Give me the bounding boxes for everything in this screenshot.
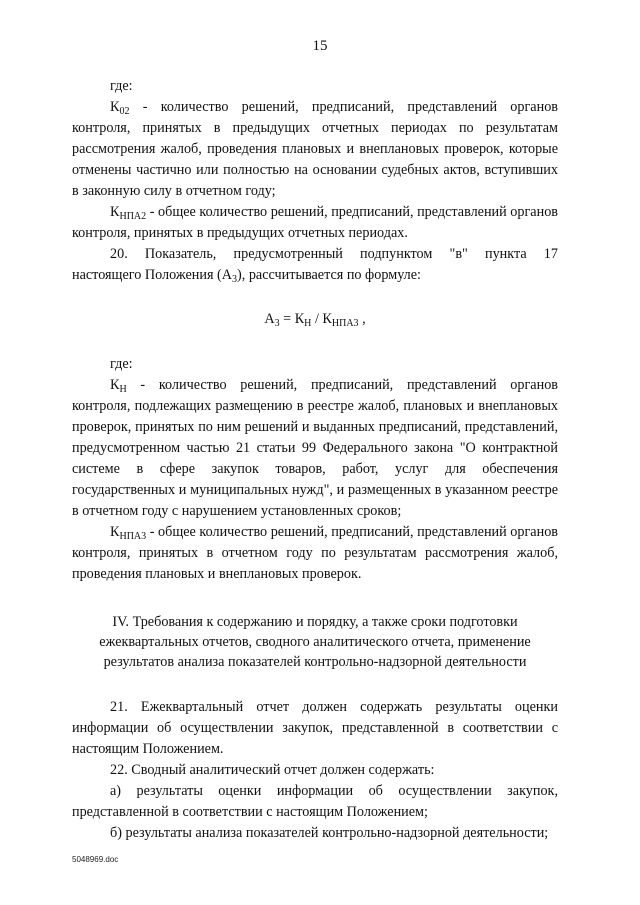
paragraph-21: 21. Ежеквартальный отчет должен содержать результаты оценки информации об осуществлении закупок, представленной в соответствии с настоящим Положением.	[72, 699, 558, 757]
document-body	[72, 76, 558, 844]
symbol-subscript: 02	[119, 106, 130, 117]
symbol: К	[110, 377, 120, 393]
definition-text: - количество решений, предписаний, представлений органов контроля, подлежащих размещению в реестре жалоб, плановых и внеплановых проверок, принятых по ним решений и выданных предписаний, представлений, предусмотренном частью 21 статьи 99 Федерального закона "О контрактной системе в сфере закупок товаров, работ, услуг для обеспечения государственных и муниципальных нужд", и размещенных в указанном реестре в отчетном году с нарушением установленных сроков;	[72, 377, 558, 519]
heading-line: результатов анализа показателей контрольно-надзорной деятельности	[103, 654, 527, 670]
symbol-subscript: НПА3	[119, 531, 147, 542]
definition-text: - общее количество решений, предписаний, представлений органов контроля, принятых в отчетном году по результатам рассмотрения жалоб, проведения плановых и внеплановых проверок.	[72, 524, 558, 582]
intro-where-2: где:	[110, 356, 133, 372]
symbol: К	[110, 524, 120, 540]
heading-line: IV. Требования к содержанию и порядку, а также сроки подготовки	[112, 614, 518, 630]
paragraph-20-line1: 20. Показатель, предусмотренный подпунктом "в" пункта 17	[110, 246, 558, 262]
definition-kn	[72, 375, 558, 522]
item-a: а) результаты оценки информации об осуществлении закупок, представленной в соответствии с настоящим Положением;	[72, 783, 558, 820]
definition-knpa2	[72, 202, 558, 244]
paragraph-20-line2: настоящего Положения $(А_3)$, рассчитывается по формуле:	[72, 267, 421, 285]
definition-knpa3	[72, 522, 558, 585]
heading-line: ежеквартальных отчетов, сводного аналитического отчета, применение	[99, 634, 531, 650]
definition-k02	[72, 97, 558, 202]
item-b: б) результаты анализа показателей контрольно-надзорной деятельности;	[110, 825, 549, 841]
page-number: 15	[312, 38, 328, 54]
formula-a3: $А_3 = К_Н / К_{НПА3}$ ,	[264, 311, 366, 329]
symbol-subscript: НПА2	[119, 211, 147, 222]
file-name-footer: 5048969.doc	[72, 855, 119, 864]
symbol: К	[110, 99, 120, 115]
definition-text: - количество решений, предписаний, представлений органов контроля, принятых в предыдущих отчетных периодах по результатам рассмотрения жалоб, проведения плановых и внеплановых проверок, которые отменены частично или полностью на основании судебных актов, вступивших в законную силу в отчетном году;	[72, 99, 558, 199]
symbol: К	[110, 204, 120, 220]
paragraph-22: 22. Сводный аналитический отчет должен содержать:	[110, 762, 435, 778]
definition-text: - общее количество решений, предписаний, представлений органов контроля, принятых в предыдущих отчетных периодах.	[72, 204, 558, 241]
section-heading-iv	[72, 612, 558, 672]
intro-where-1: где:	[110, 78, 133, 94]
symbol-subscript: Н	[119, 384, 127, 395]
